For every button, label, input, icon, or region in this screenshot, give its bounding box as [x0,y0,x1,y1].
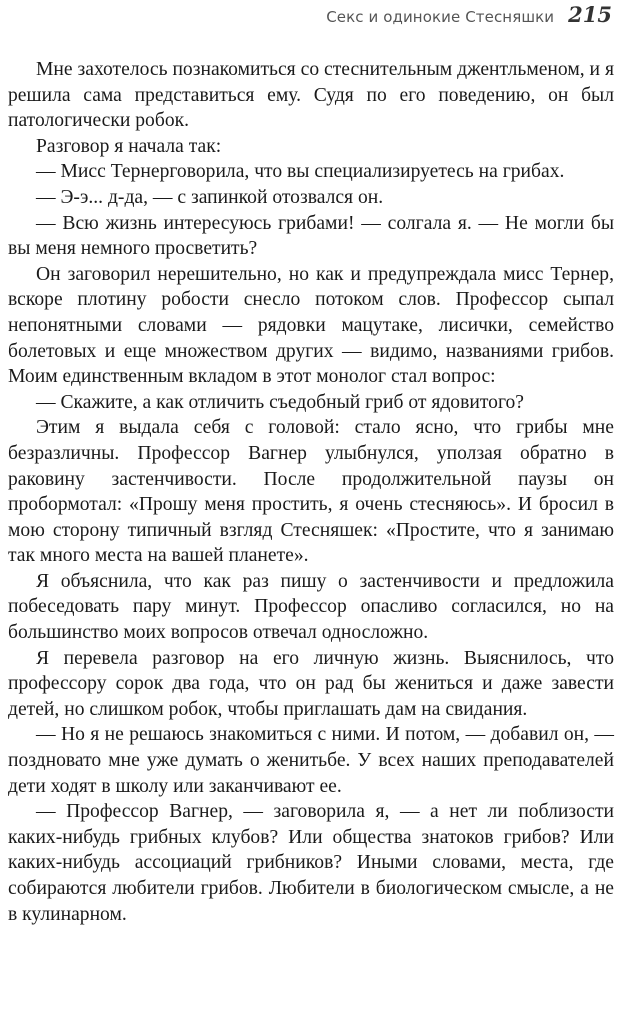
paragraph: — Скажите, а как отличить съедобный гриб от ядовитого? [36,391,524,413]
running-header [326,2,612,27]
paragraph: — Мисс Тернерговорила, что вы специализируетесь на грибах. [36,161,565,183]
paragraph: Я перевела разговор на его личную жизнь. Выяснилось, что профессору сорок два года, что он рад бы жениться и даже завести детей, но слишком робок, чтобы приглашать дам на свидания. [8,647,614,720]
paragraph: Этим я выдала себя с головой: стало ясно, что грибы мне безразличны. Профессор Вагнер улыбнулся, уползая обратно в раковину застенчивости. После продолжительной паузы он пробормотал: «Прошу меня простить, я очень стесняюсь». И бросил в мою сторону типичный взгляд Стесняшек: «Простите, что я занимаю так много места на вашей планете». [8,417,614,567]
running-header-title: Секс и одинокие Стесняшки [326,8,555,26]
paragraph: Я объяснила, что как раз пишу о застенчивости и предложила побеседовать пару минут. Профессор опасливо согласился, но на большинство моих вопросов отвечал односложно. [8,570,614,644]
paragraph: — Всю жизнь интересуюсь грибами! — солгала я. — Не могли бы вы меня немного просветить? [8,212,614,260]
page-number: 215 [568,2,612,27]
paragraph: Мне захотелось познакомиться со стеснительным джентльменом, и я решила сама представиться ему. Судя по его поведению, он был патологически робок. [8,59,614,132]
paragraph: — Э-э... д-да, — с запинкой отозвался он. [36,186,384,208]
paragraph: — Профессор Вагнер, — заговорила я, — а нет ли поблизости каких-нибудь грибных клубов? Или общества знатоков грибов? Или каких-нибудь ассоциаций грибников? Иными словами, места, где собираются любители грибов. Любители в биологическом смысле, а не в кулинарном. [8,801,614,925]
paragraph: Он заговорил нерешительно, но как и предупреждала мисс Тернер, вскоре плотину робости снесло потоком слов. Профессор сыпал непонятными словами — рядовки мацутаке, лисички, семейство болетовых и еще множеством других — видимо, названиями грибов. Моим единственным вкладом в этот монолог стал вопрос: [8,263,614,388]
body-text [8,57,614,927]
paragraph: — Но я не решаюсь знакомиться с ними. И потом, — добавил он, — поздновато мне уже думать о женитьбе. У всех наших преподавателей дети ходят в школу или заканчивают ее. [8,724,614,797]
paragraph: Разговор я начала так: [36,135,222,157]
